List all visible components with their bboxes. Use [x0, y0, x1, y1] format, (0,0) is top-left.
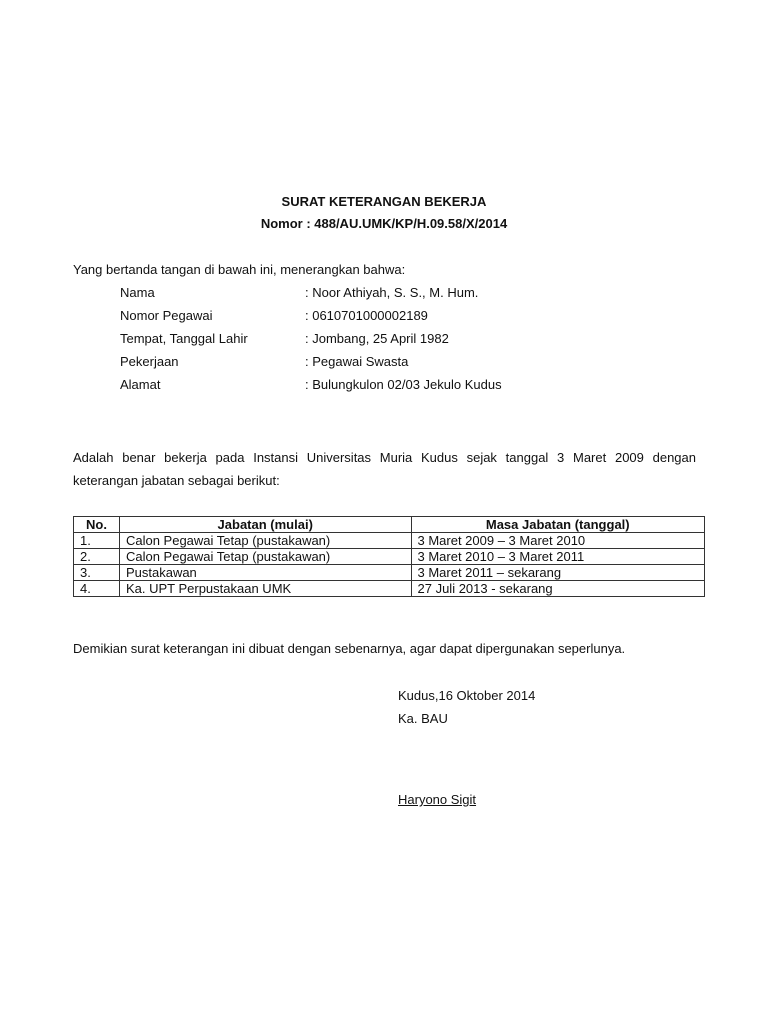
field-label: Pekerjaan — [120, 354, 179, 369]
field-row-nomor-pegawai — [120, 308, 620, 331]
field-value: : Pegawai Swasta — [305, 354, 409, 369]
field-row-alamat — [120, 377, 620, 400]
table-row — [74, 581, 705, 597]
field-row-ttl — [120, 331, 620, 354]
field-value: : Jombang, 25 April 1982 — [305, 331, 449, 346]
cell-no: 3. — [74, 565, 120, 581]
cell-no: 2. — [74, 549, 120, 565]
cell-jabatan: Calon Pegawai Tetap (pustakawan) — [119, 533, 411, 549]
position-table — [73, 516, 705, 597]
closing-text: Demikian surat keterangan ini dibuat dengan sebenarnya, agar dapat dipergunakan seperlunya. — [73, 641, 626, 656]
header-no: No. — [74, 517, 120, 533]
cell-no: 4. — [74, 581, 120, 597]
cell-jabatan: Pustakawan — [119, 565, 411, 581]
cell-masa: 3 Maret 2011 – sekarang — [411, 565, 705, 581]
employment-paragraph: Adalah benar bekerja pada Instansi Universitas Muria Kudus sejak tanggal 3 Maret 2009 dengan keterangan jabatan sebagai berikut: — [73, 450, 696, 488]
field-row-nama — [120, 285, 620, 308]
field-value: : Bulungkulon 02/03 Jekulo Kudus — [305, 377, 502, 392]
cell-jabatan: Ka. UPT Perpustakaan UMK — [119, 581, 411, 597]
field-value: : Noor Athiyah, S. S., M. Hum. — [305, 285, 479, 300]
intro-text: Yang bertanda tangan di bawah ini, menerangkan bahwa: — [73, 262, 406, 277]
field-label: Nomor Pegawai — [120, 308, 213, 323]
cell-masa: 3 Maret 2010 – 3 Maret 2011 — [411, 549, 705, 565]
cell-jabatan: Calon Pegawai Tetap (pustakawan) — [119, 549, 411, 565]
cell-masa: 3 Maret 2009 – 3 Maret 2010 — [411, 533, 705, 549]
signature-role: Ka. BAU — [398, 711, 448, 726]
table-header-row — [74, 517, 705, 533]
table-row — [74, 533, 705, 549]
field-row-pekerjaan — [120, 354, 620, 377]
field-label: Nama — [120, 285, 155, 300]
signature-place-date: Kudus,16 Oktober 2014 — [398, 688, 536, 703]
document-number: Nomor : 488/AU.UMK/KP/H.09.58/X/2014 — [260, 216, 508, 231]
document-title: SURAT KETERANGAN BEKERJA — [281, 194, 487, 209]
cell-no: 1. — [74, 533, 120, 549]
header-jabatan: Jabatan (mulai) — [119, 517, 411, 533]
signature-name: Haryono Sigit — [398, 792, 477, 807]
table-row — [74, 565, 705, 581]
header-masa-jabatan: Masa Jabatan (tanggal) — [411, 517, 705, 533]
table-row — [74, 549, 705, 565]
employee-fields — [120, 285, 620, 400]
field-label: Tempat, Tanggal Lahir — [120, 331, 248, 346]
cell-masa: 27 Juli 2013 - sekarang — [411, 581, 705, 597]
field-value: : 0610701000002189 — [305, 308, 428, 323]
field-label: Alamat — [120, 377, 161, 392]
